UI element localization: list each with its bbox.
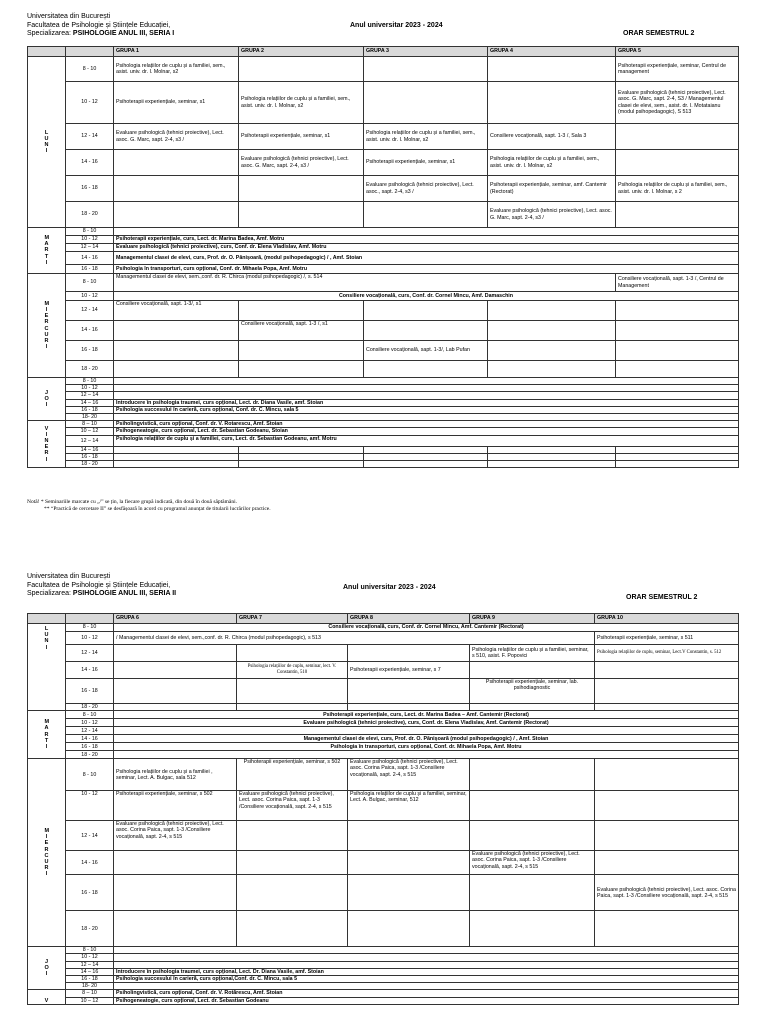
schedule-cell (114, 341, 239, 361)
schedule-cell: Psihoterapii experiențiale, curs, Lect. dr. Marina Badea, Amf. Motru (114, 236, 739, 244)
header-left-s1 (27, 13, 174, 39)
hour-cell: 10 - 12 (66, 719, 114, 727)
note-line: ** “Practică de cercetare II” se desfășoară în acord cu programul anunțat de titularii lucrărilor practice. (44, 506, 271, 512)
table-row (28, 968, 739, 975)
hour-cell: 16 - 18 (66, 743, 114, 751)
schedule-cell: / Managementul clasei de elevi, sem.,conf. dr. R. Chirca (modul psihopedagogic), s 513 (114, 632, 595, 645)
hour-cell: 14 - 16 (66, 321, 114, 341)
table-row (28, 428, 739, 435)
table-row (28, 947, 739, 954)
schedule-cell: Psihologia relațiilor de cuplu și a familiei, sem., asist. univ. dr. I. Molnar, s 2 (616, 176, 739, 202)
faculty-name: Facultatea de Psihologie și Științele Educației, (27, 21, 171, 29)
table-row (28, 292, 739, 301)
schedule-cell (348, 679, 470, 704)
table-row (28, 57, 739, 82)
hour-cell: 16 - 18 (66, 406, 114, 413)
table-row (28, 821, 739, 851)
table-row (28, 911, 739, 947)
academic-year-s2: Anul universitar 2023 - 2024 (343, 584, 436, 591)
schedule-cell: Psihologia relațiilor de cuplu și a familiei, sem., asist. univ. dr. I. Molnar, s2 (364, 124, 488, 150)
hour-cell: 8 - 10 (66, 274, 114, 292)
group-header: GRUPA 5 (616, 47, 739, 57)
schedule-cell (364, 82, 488, 124)
table-row (28, 461, 739, 468)
schedule-cell (237, 821, 348, 851)
table-row (28, 791, 739, 821)
schedule-cell: Evaluare psihologică (tehnici proiective), Lect. asoc. Corina Paica, sapt. 1-3 /Consiliere vocațională, sapt. 2-4, s 515 (348, 759, 470, 791)
table-row (28, 265, 739, 274)
schedule-cell: Managementul clasei de elevi, curs, Prof. dr. O. Pânișoară (modul psihopedagogic) / , Amf. Stoian (114, 735, 739, 743)
table-row (28, 301, 739, 321)
schedule-cell: Evaluare psihologică (tehnici proiective), curs, Conf. dr. Elena Vladislav, Amf. Motru (114, 244, 739, 252)
table-row (28, 421, 739, 428)
day-label-miercuri: M I E R C U R I (28, 274, 66, 378)
schedule-cell (114, 875, 237, 911)
schedule-cell: Evaluare psihologică (tehnici proiective), Lect. asoc., sapt. 2-4, s3 / (364, 176, 488, 202)
schedule-cell: Psihoterapii experiențiale, seminar, s 502 (114, 791, 237, 821)
day-label-vineri: V (28, 990, 66, 1004)
table-row (28, 435, 739, 446)
schedule-cell (239, 341, 364, 361)
schedule-cell: Psihoterapii experiențiale, seminar, s 7 (348, 662, 470, 679)
schedule-cell (239, 57, 364, 82)
specialization: Specializarea: PSIHOLOGIE ANUL III, SERIA II (27, 590, 177, 597)
university-name: Universitatea din București (27, 13, 111, 20)
table-row (28, 446, 739, 453)
hour-cell: 16 - 18 (66, 341, 114, 361)
hour-cell: 18 - 20 (66, 202, 114, 228)
schedule-cell: Psihoterapii experiențiale, seminar, s 502 (237, 759, 348, 791)
schedule-cell: Psihologia relațiilor de cuplu, seminar, Lect.V Constantin, s. 512 (595, 645, 739, 662)
schedule-cell (488, 321, 616, 341)
schedule-cell: Psihologia succesului în carieră, curs opțional, Conf. dr. C. Mincu, sala 5 (114, 406, 739, 413)
schedule-cell (348, 875, 470, 911)
hour-cell: 10 - 12 (66, 632, 114, 645)
schedule-cell (595, 679, 739, 704)
schedule-cell (616, 202, 739, 228)
hour-cell: 8 – 10 (66, 421, 114, 428)
hour-cell: 18 - 20 (66, 751, 114, 759)
schedule-cell: Psiholingvistică, curs opțional, Conf. dr. V. Rotarescu, Amf. Stoian (114, 421, 739, 428)
schedule-cell: Consiliere vocațională, sapt. 1-3 /, Sala 3 (488, 124, 616, 150)
schedule-cell (237, 851, 348, 875)
schedule-cell: Psihoterapii experiențiale, seminar, s1 (114, 82, 239, 124)
hour-cell: 10 - 12 (66, 791, 114, 821)
schedule-cell (595, 704, 739, 711)
schedule-cell (348, 821, 470, 851)
hour-cell: 12 – 14 (66, 244, 114, 252)
schedule-cell: Psihologia succesului în carieră, curs opțional,Conf. dr. C. Mincu, sala 5 (114, 976, 739, 983)
hour-cell: 8 - 10 (66, 228, 114, 236)
schedule-cell (595, 911, 739, 947)
schedule-cell (114, 983, 739, 990)
table-row (28, 406, 739, 413)
schedule-cell: Psiholingvistică, curs opțional, Conf. dr. V. Rotărescu, Amf. Stoian (114, 990, 739, 997)
hour-cell: 18 - 20 (66, 704, 114, 711)
schedule-cell (114, 378, 739, 385)
table-row (28, 875, 739, 911)
hour-cell: 10 - 12 (66, 954, 114, 961)
table-row (28, 150, 739, 176)
schedule-cell: Introducere în psihologia traumei, curs opțional, Lect. Dr. Diana Vasile, amf. Stoian (114, 968, 739, 975)
schedule-cell (616, 321, 739, 341)
schedule-cell (114, 961, 739, 968)
hour-cell: 14 – 16 (66, 446, 114, 453)
schedule-cell (114, 954, 739, 961)
table-row (28, 743, 739, 751)
table-row (28, 704, 739, 711)
schedule-cell (616, 150, 739, 176)
schedule-cell (114, 176, 239, 202)
schedule-cell (616, 361, 739, 378)
schedule-cell: Evaluare psihologică (tehnici proiective), Lect. asoc. Corina Paica, sapt. 1-3 /Consiliere vocațională, sapt. 2-4, s 515 (114, 821, 237, 851)
table-row (28, 385, 739, 392)
schedule-cell: Psihoterapii experiențiale, seminar, s1 (239, 124, 364, 150)
schedule-cell: Psihologia relațiilor de cuplu și a familiei, sem., asist. univ. dr. I. Molnar, s2 (239, 82, 364, 124)
schedule-cell (470, 875, 595, 911)
schedule-cell (595, 851, 739, 875)
schedule-cell (114, 321, 239, 341)
group-header: GRUPA 4 (488, 47, 616, 57)
table-row (28, 361, 739, 378)
table-row (28, 414, 739, 421)
schedule-cell: Psihologia în transporturi, curs opțional, Conf. dr. Mihaela Popa, Amf. Motru (114, 743, 739, 751)
table-row (28, 976, 739, 983)
schedule-cell (470, 704, 595, 711)
schedule-cell (114, 851, 237, 875)
table-row (28, 990, 739, 997)
hour-cell: 12 - 14 (66, 727, 114, 735)
schedule-cell (364, 321, 488, 341)
hour-cell: 10 - 12 (66, 292, 114, 301)
group-header: GRUPA 9 (470, 614, 595, 624)
academic-year-s1: Anul universitar 2023 - 2024 (350, 22, 443, 29)
day-label-joi: J O I (28, 378, 66, 421)
schedule-cell: Psihoterapii experiențiale, seminar, lab. psihodiagnostic (470, 679, 595, 704)
schedule-cell: Consiliere vocațională, sapt. 1-3 /, s1 (239, 321, 364, 341)
schedule-cell: Introducere în psihologia traumei, curs opțional, Lect. dr. Diana Vasile, amf. Stoian (114, 399, 739, 406)
schedule-cell (239, 176, 364, 202)
table-row (28, 453, 739, 460)
schedule-cell: Evaluare psihologică (tehnici proiective), Lect. asoc. G. Marc, sapt. 2-4, S3 / Managementul clasei de elevi, sem., asist. dr. I. Motataianu (modul psihopedagogic), S 513 (616, 82, 739, 124)
table-row (28, 727, 739, 735)
schedule-cell (595, 821, 739, 851)
schedule-cell (616, 341, 739, 361)
hour-cell: 16 - 18 (66, 176, 114, 202)
group-header-row (28, 47, 739, 57)
faculty-name: Facultatea de Psihologie și Științele Educației, (27, 581, 171, 589)
schedule-cell (114, 645, 237, 662)
hour-cell: 12 - 14 (66, 301, 114, 321)
table-row (28, 244, 739, 252)
schedule-cell (364, 361, 488, 378)
hour-cell: 18 - 20 (66, 911, 114, 947)
group-header: GRUPA 6 (114, 614, 237, 624)
schedule-cell (114, 679, 237, 704)
table-row (28, 624, 739, 632)
schedule-cell: Psihoterapii experiențiale, curs, Lect. dr. Marina Badea – Amf. Cantemir (Rectorat) (114, 711, 739, 719)
hour-cell: 12 – 14 (66, 961, 114, 968)
table-row (28, 82, 739, 124)
table-row (28, 399, 739, 406)
hour-cell: 18- 20 (66, 414, 114, 421)
table-row (28, 176, 739, 202)
table-row (28, 954, 739, 961)
schedule-cell: Psihoterapii experiențiale, seminar, s1 (364, 150, 488, 176)
schedule-cell: Psihologia în transporturi, curs opțional, Conf. dr. Mihaela Popa, Amf. Motru (114, 265, 739, 274)
day-label-vineri: V I N E R I (28, 421, 66, 468)
schedule-cell: Evaluare psihologică (tehnici proiective), Lect. asoc. G. Marc, sapt. 2-4, s3 / (114, 124, 239, 150)
hour-cell: 14 - 16 (66, 851, 114, 875)
table-row (28, 341, 739, 361)
hour-cell: 14 - 16 (66, 662, 114, 679)
group-header: GRUPA 1 (114, 47, 239, 57)
table-row (28, 228, 739, 236)
schedule-cell: Psihologia relațiilor de cuplu și a familiei , seminar, Lect. A. Bulgac, sala 512 (114, 759, 237, 791)
schedule-cell: Consiliere vocațională, sapt. 1-3 /, Centrul de Management (616, 274, 739, 292)
table-row (28, 751, 739, 759)
schedule-cell: Evaluare psihologică (tehnici proiective), curs, Conf. dr. Elena Vladislav, Amf. Cantemir (Rectorat) (114, 719, 739, 727)
hour-cell: 14 - 16 (66, 735, 114, 743)
schedule-cell: Psihologia relațiilor de cuplu și a familiei, seminar, Lect. A. Bulgac, seminar, 512 (348, 791, 470, 821)
table-row (28, 851, 739, 875)
table-row (28, 997, 739, 1004)
group-header: GRUPA 2 (239, 47, 364, 57)
hour-cell: 8 - 10 (66, 759, 114, 791)
hour-cell: 10 – 12 (66, 428, 114, 435)
specialization: Specializarea: PSIHOLOGIE ANUL III, SERIA I (27, 30, 175, 37)
schedule-cell: Evaluare psihologică (tehnici proiective), Lect. asoc. G. Marc, sapt. 2-4, s3 / (488, 202, 616, 228)
hour-cell: 8 - 10 (66, 57, 114, 82)
schedule-cell (488, 361, 616, 378)
table-row (28, 719, 739, 727)
schedule-cell (114, 911, 237, 947)
schedule-cell (114, 662, 237, 679)
schedule-cell (595, 791, 739, 821)
hour-cell: 8 - 10 (66, 624, 114, 632)
schedule-cell (237, 645, 348, 662)
schedule-cell: Psihologia relațiilor de cuplu, seminar, lect. V. Constantin, 510 (237, 662, 348, 679)
hour-cell: 12 - 14 (66, 124, 114, 150)
schedule-cell (348, 704, 470, 711)
table-row (28, 679, 739, 704)
hour-cell: 8 – 10 (66, 990, 114, 997)
notes-s1 (27, 499, 271, 513)
day-label-miercuri: M I E R C U R I (28, 759, 66, 947)
hour-cell: 16 - 18 (66, 453, 114, 460)
schedule-cell: Psihogeneatogie, curs opțional, Lect. dr. Sebastian Godeanu, Stoian (114, 428, 739, 435)
schedule-cell: Psihologia relațiilor de cuplu și a familiei, curs, Lect. dr. Sebastian Godeanu, amf. Motru (114, 435, 739, 446)
hour-cell: 18- 20 (66, 983, 114, 990)
schedule-cell: Psihoterapii experiențiale, seminar, amf. Cantemir (Rectorat) (488, 176, 616, 202)
group-header-row (28, 614, 739, 624)
hour-cell: 12 – 14 (66, 435, 114, 446)
schedule-cell: Consiliere vocațională, sapt. 1-3/, s1 (114, 301, 239, 321)
schedule-cell (114, 228, 739, 236)
table-row (28, 735, 739, 743)
schedule-cell (488, 82, 616, 124)
schedule-cell (114, 727, 739, 735)
schedule-cell (470, 791, 595, 821)
schedule-cell (616, 124, 739, 150)
schedule-cell (114, 202, 239, 228)
schedule-cell (364, 202, 488, 228)
schedule-cell (114, 361, 239, 378)
schedule-cell: Evaluare psihologică (tehnici proiective), Lect. asoc. G. Marc, sapt. 2-4, s3 / (239, 150, 364, 176)
schedule-cell (348, 851, 470, 875)
schedule-cell (364, 301, 488, 321)
table-row (28, 274, 739, 292)
schedule-cell (488, 301, 616, 321)
hour-cell: 10 - 12 (66, 236, 114, 244)
table-row (28, 236, 739, 244)
hour-cell: 12 - 14 (66, 821, 114, 851)
schedule-cell (488, 57, 616, 82)
table-row (28, 983, 739, 990)
table-row (28, 645, 739, 662)
day-label-joi: J O I (28, 947, 66, 990)
hour-cell: 8 - 10 (66, 711, 114, 719)
schedule-cell: Psihologia relațiilor de cuplu și a familiei, sem., asist. univ. dr. I. Molnar, s2 (114, 57, 239, 82)
day-label-luni: L U N I (28, 57, 66, 228)
schedule-cell: Psihologia relațiilor de cuplu și a familiei, sem., asist. univ. dr. I. Molnar, s2 (488, 150, 616, 176)
schedule-table-s2 (27, 613, 739, 1005)
schedule-cell (364, 57, 488, 82)
hour-cell: 16 - 18 (66, 265, 114, 274)
header-left-s2 (27, 573, 176, 599)
table-row (28, 662, 739, 679)
schedule-cell (239, 361, 364, 378)
schedule-cell (114, 392, 739, 399)
schedule-cell: Psihoterapii experiențiale, seminar, s 511 (595, 632, 739, 645)
schedule-cell: Managementul clasei de elevi, curs, Prof. dr. O. Pânișoară, (modul psihopedagogic) / , Amf. Stoian (114, 252, 739, 265)
schedule-cell (470, 821, 595, 851)
schedule-cell: Consiliere vocațională, sapt. 1-3/, Lab Pufan (364, 341, 488, 361)
day-label-luni: L U N I (28, 624, 66, 711)
schedule-cell: Evaluare psihologică (tehnici proiective), Lect. asoc. Corina Paica, sapt. 1-3 /Consiliere vocațională, sapt. 2-4, s 515 (470, 851, 595, 875)
schedule-cell (237, 875, 348, 911)
hour-cell: 16 - 18 (66, 976, 114, 983)
schedule-cell (114, 751, 739, 759)
hour-cell: 14 - 16 (66, 252, 114, 265)
schedule-cell (595, 662, 739, 679)
hour-cell: 10 - 12 (66, 82, 114, 124)
schedule-cell (114, 704, 237, 711)
table-row (28, 124, 739, 150)
semester-s1: ORAR SEMESTRUL 2 (623, 30, 695, 37)
schedule-cell (114, 414, 739, 421)
hour-cell: 14 – 16 (66, 399, 114, 406)
day-label-marti: M A R T I (28, 228, 66, 274)
table-row (28, 392, 739, 399)
group-header: GRUPA 7 (237, 614, 348, 624)
schedule-cell: Psihologia relațiilor de cuplu și a familiei, seminar, s 510, asist. F. Popovici (470, 645, 595, 662)
schedule-cell (237, 911, 348, 947)
schedule-cell: Psihogeneatogie, curs opțional, Lect. dr. Sebastian Godeanu (114, 997, 739, 1004)
table-row (28, 711, 739, 719)
schedule-cell (239, 202, 364, 228)
table-row (28, 759, 739, 791)
university-name: Universitatea din București (27, 573, 111, 580)
hour-cell: 8 - 10 (66, 378, 114, 385)
table-row (28, 378, 739, 385)
hour-cell: 12 – 14 (66, 392, 114, 399)
schedule-cell (114, 947, 739, 954)
schedule-cell (616, 301, 739, 321)
note-line: Notă! * Seminariile marcate cu „/” se țin, la fiecare grupă indicată, din două în două săptămâni. (27, 499, 237, 505)
schedule-cell (595, 759, 739, 791)
hour-cell: 14 – 16 (66, 968, 114, 975)
hour-cell: 10 – 12 (66, 997, 114, 1004)
schedule-cell: Evaluare psihologică (tehnici proiective), Lect. asoc. Corina Paica, sapt. 1-3 /Consiliere vocațională, sapt. 2-4, s 515 (595, 875, 739, 911)
schedule-cell (237, 704, 348, 711)
schedule-cell (114, 385, 739, 392)
schedule-cell (470, 662, 595, 679)
schedule-cell: Evaluare psihologică (tehnici proiective), Lect. asoc. Corina Paica, sapt. 1-3 /Consiliere vocațională, sapt. 2-4, s 515 (237, 791, 348, 821)
schedule-cell (239, 301, 364, 321)
group-header: GRUPA 10 (595, 614, 739, 624)
table-row (28, 202, 739, 228)
schedule-cell (470, 911, 595, 947)
table-row (28, 961, 739, 968)
group-header: GRUPA 3 (364, 47, 488, 57)
hour-cell: 14 - 16 (66, 150, 114, 176)
schedule-cell (237, 679, 348, 704)
hour-cell: 16 - 18 (66, 875, 114, 911)
hour-cell: 18 - 20 (66, 361, 114, 378)
schedule-cell: Consiliere vocațională, curs, Conf. dr. Cornel Mincu, Amf. Cantemir (Rectorat) (114, 624, 739, 632)
schedule-table-s1 (27, 46, 739, 468)
day-label-marti: M A R T I (28, 711, 66, 759)
hour-cell: 10 - 12 (66, 385, 114, 392)
schedule-cell (348, 911, 470, 947)
hour-cell: 18 - 20 (66, 461, 114, 468)
hour-cell: 16 - 18 (66, 679, 114, 704)
schedule-cell (348, 645, 470, 662)
semester-s2: ORAR SEMESTRUL 2 (626, 594, 698, 601)
hour-cell: 12 - 14 (66, 645, 114, 662)
table-row (28, 321, 739, 341)
schedule-cell (470, 759, 595, 791)
hour-cell: 8 - 10 (66, 947, 114, 954)
schedule-cell: Managementul clasei de elevi, sem.,conf. dr. R. Chirca (modul psihopedagogic) /, s. 514 (114, 274, 616, 292)
table-row (28, 632, 739, 645)
table-row (28, 252, 739, 265)
group-header: GRUPA 8 (348, 614, 470, 624)
schedule-cell: Psihoterapii experiențiale, seminar, Centrul de management (616, 57, 739, 82)
schedule-cell: Consiliere vocațională, curs, Conf. dr. Cornel Mincu, Amf. Damaschin (114, 292, 739, 301)
schedule-cell (488, 341, 616, 361)
schedule-cell (114, 150, 239, 176)
